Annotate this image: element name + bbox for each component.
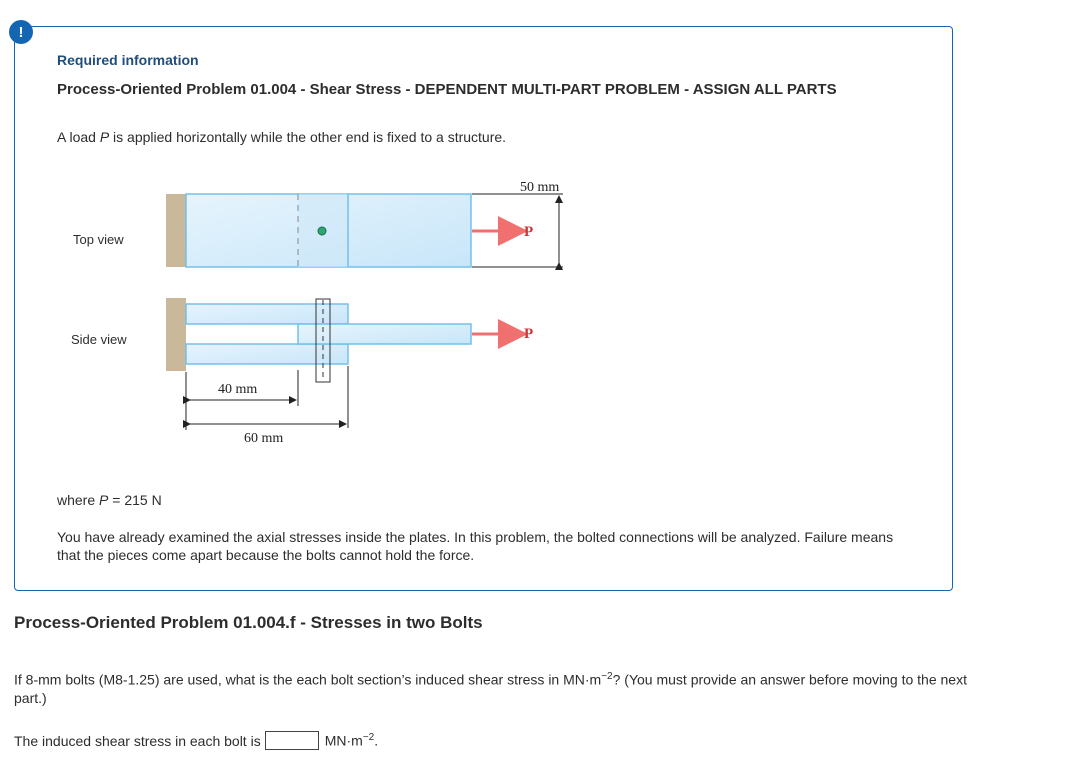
where-prefix: where xyxy=(57,492,100,508)
intro-text xyxy=(57,129,506,145)
unit-text: MN·m xyxy=(324,732,363,749)
intro-prefix: A load xyxy=(57,129,100,145)
wall-support-top xyxy=(166,194,186,267)
upper-plate-side xyxy=(186,304,348,324)
required-info-heading: Required information xyxy=(57,52,199,68)
part-title: Process-Oriented Problem 01.004.f - Stresses in two Bolts xyxy=(14,613,483,632)
question-post: ? (You must provide an answer before moving to the next part.) xyxy=(14,671,967,706)
unit-exponent: −2 xyxy=(362,732,375,744)
description-text: You have already examined the axial stresses inside the plates. In this problem, the bolted connections will be analyzed. Failure means that the pieces come apart because the bolts cannot hold the force. xyxy=(57,529,894,563)
intro-suffix: is applied horizontally while the other end is fixed to a structure. xyxy=(109,129,507,145)
top-view-label: Top view xyxy=(73,232,124,247)
answer-unit xyxy=(325,732,378,749)
center-plate-side xyxy=(298,324,471,344)
where-value: = 215 N xyxy=(108,492,162,508)
answer-row xyxy=(14,731,378,750)
bolted-plate-figure xyxy=(60,172,580,462)
dim-50-label: 50 mm xyxy=(520,180,560,195)
wall-support-side xyxy=(166,298,186,371)
dim-40-label: 40 mm xyxy=(218,382,258,397)
where-var: P xyxy=(99,492,109,508)
question-text xyxy=(14,668,974,707)
alert-icon: ! xyxy=(9,20,33,44)
question-pre: If 8-mm bolts (M8-1.25) are used, what is the each bolt section’s induced shear stress in MN·m xyxy=(14,671,602,688)
lower-plate-side xyxy=(186,344,348,364)
side-view-label: Side view xyxy=(71,332,127,347)
unit-end: . xyxy=(374,732,379,749)
question-exponent: −2 xyxy=(601,671,613,682)
bolt-head-icon xyxy=(318,227,326,235)
load-label-side: P xyxy=(524,326,534,342)
dim-60-label: 60 mm xyxy=(244,431,284,446)
answer-label: The induced shear stress in each bolt is xyxy=(14,732,261,749)
where-text xyxy=(57,492,162,508)
intro-var: P xyxy=(99,129,110,145)
load-label-top: P xyxy=(524,224,534,240)
shear-stress-input[interactable] xyxy=(265,731,319,750)
problem-title: Process-Oriented Problem 01.004 - Shear Stress - DEPENDENT MULTI-PART PROBLEM - ASSIGN ALL PARTS xyxy=(57,81,837,98)
